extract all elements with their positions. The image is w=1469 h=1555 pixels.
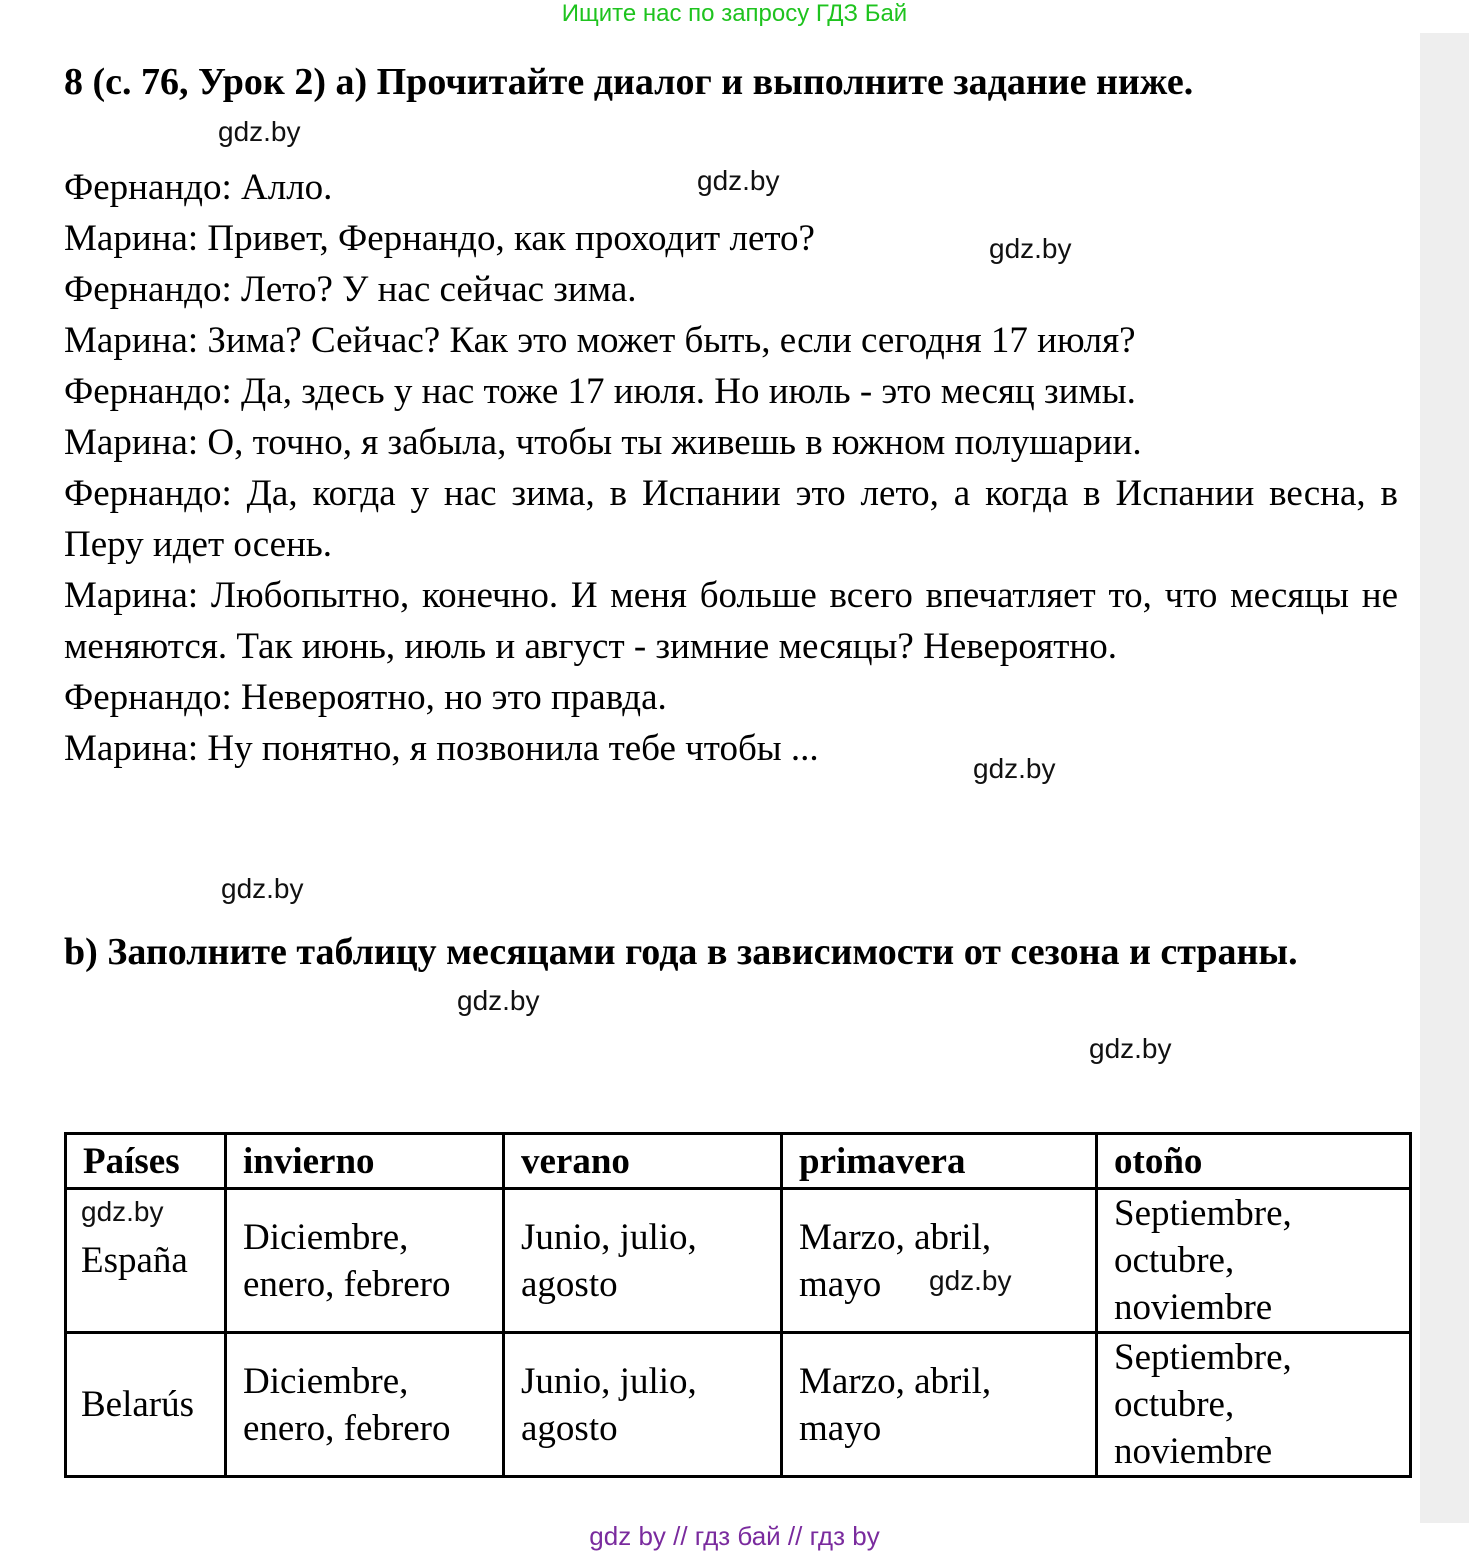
table-cell: Septiembre, octubre, noviembre [1097, 1333, 1411, 1477]
dialog-line: Марина: Зима? Сейчас? Как это может быть, если сегодня 17 июля? [64, 320, 1136, 361]
dialog-line: Марина: Привет, Фернандо, как проходит лето? [64, 218, 815, 259]
table-header-cell: primavera [782, 1134, 1097, 1189]
watermark: gdz.by [973, 753, 1056, 784]
dialog-line: Фернандо: Лето? У нас сейчас зима. [64, 269, 637, 310]
watermark: gdz.by [697, 165, 780, 196]
dialog-line: Марина: Любопытно, конечно. И меня больше всего впечатляет то, что месяцы не меняются. Так июнь, июль и август - зимние месяцы? Невероятно. [64, 575, 1398, 667]
footer-links[interactable]: gdz by // гдз бай // гдз by [589, 1521, 880, 1551]
table-cell: Diciembre, enero, febrero [226, 1189, 504, 1333]
watermark: gdz.by [221, 873, 304, 904]
table-cell: Marzo, abril, mayo [782, 1333, 1097, 1477]
table-header-row [66, 1134, 1411, 1189]
watermark: gdz.by [457, 985, 540, 1016]
dialog-line: Марина: О, точно, я забыла, чтобы ты живешь в южном полушарии. [64, 422, 1142, 463]
table-header-cell: invierno [226, 1134, 504, 1189]
table-cell: Marzo, abril, mayo [782, 1189, 1097, 1333]
table-header-cell: otoño [1097, 1134, 1411, 1189]
dialog-line: Фернандо: Да, здесь у нас тоже 17 июля. Но июль - это месяц зимы. [64, 371, 1136, 412]
watermark: gdz.by [81, 1196, 164, 1227]
task-b-heading: b) Заполните таблицу месяцами года в зависимости от сезона и страны. [64, 931, 1298, 973]
table-cell-country: España [66, 1189, 226, 1333]
table-row [66, 1189, 1411, 1333]
dialog-text [64, 162, 1398, 774]
dialog-line: Марина: Ну понятно, я позвонила тебе чтобы ... [64, 728, 819, 769]
watermark: gdz.by [929, 1265, 1012, 1296]
watermark: gdz.by [218, 116, 301, 147]
watermark: gdz.by [989, 233, 1072, 264]
watermark: gdz.by [1089, 1033, 1172, 1064]
table-cell: Diciembre, enero, febrero [226, 1333, 504, 1477]
table-header-cell: Países [66, 1134, 226, 1189]
table-cell: Junio, julio, agosto [504, 1333, 782, 1477]
table-cell: Junio, julio, agosto [504, 1189, 782, 1333]
table-cell-country: Belarús [66, 1333, 226, 1477]
seasons-table [64, 1132, 1412, 1478]
scrollbar-track[interactable] [1420, 33, 1469, 1523]
dialog-line: Фернандо: Да, когда у нас зима, в Испании это лето, а когда в Испании весна, в Перу идет осень. [64, 473, 1398, 565]
table-cell: Septiembre, octubre, noviembre [1097, 1189, 1411, 1333]
dialog-line: Фернандо: Невероятно, но это правда. [64, 677, 667, 718]
task-a-heading: 8 (с. 76, Урок 2) a) Прочитайте диалог и выполните задание ниже. [64, 61, 1194, 103]
table-header-cell: verano [504, 1134, 782, 1189]
top-banner[interactable]: Ищите нас по запросу ГДЗ Бай [561, 0, 908, 27]
table-row [66, 1333, 1411, 1477]
dialog-line: Фернандо: Алло. [64, 167, 333, 208]
